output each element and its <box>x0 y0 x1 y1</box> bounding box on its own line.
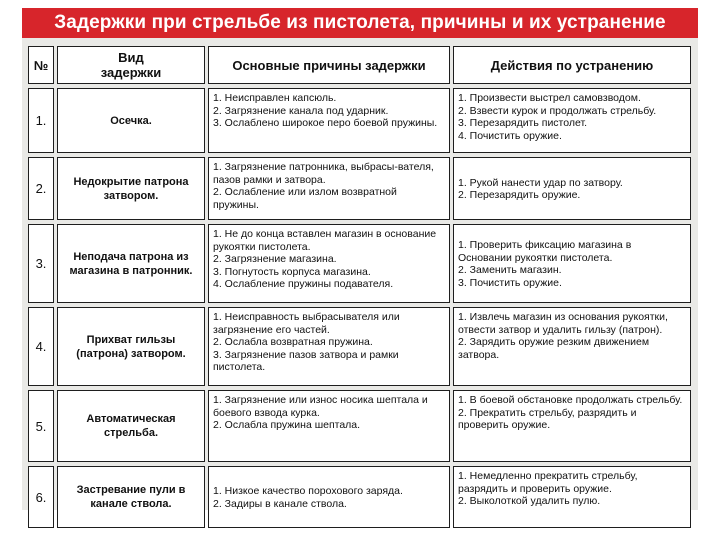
causes-list <box>208 88 450 153</box>
page-title: Задержки при стрельбе из пистолета, причины и их устранение <box>22 8 698 38</box>
delay-type: Застревание пули в канале ствола. <box>57 466 205 528</box>
action-item: 3. Почистить оружие. <box>458 276 562 289</box>
actions-list <box>453 307 691 386</box>
delays-table <box>28 46 692 528</box>
cause-item: 3. Ослаблено широкое перо боевой пружины. <box>213 117 438 129</box>
causes-list <box>208 157 450 220</box>
cause-item: 2. Ослабление или излом возвратной пружины. <box>213 186 397 211</box>
cause-item: 1. Неисправность выбрасывателя или загрязнение его частей. <box>213 311 400 336</box>
actions-list <box>453 88 691 153</box>
actions-list <box>453 224 691 303</box>
cause-item: 4. Ослабление пружины подавателя. <box>213 278 394 290</box>
actions-list <box>453 466 691 528</box>
row-number: 2. <box>28 157 54 220</box>
delay-type: Автоматическая стрельба. <box>57 390 205 462</box>
header-type: Вид задержки <box>57 46 205 84</box>
causes-list <box>208 224 450 303</box>
action-item: 2. Перезарядить оружие. <box>458 189 581 201</box>
action-item: 4. Почистить оружие. <box>458 129 562 142</box>
delay-type: Неподача патрона из магазина в патронник. <box>57 224 205 303</box>
delay-type: Осечка. <box>57 88 205 153</box>
action-item: 1. Произвести выстрел самовзводом. <box>458 92 641 104</box>
row-number: 3. <box>28 224 54 303</box>
causes-list <box>208 390 450 462</box>
cause-item: 2. Загрязнение канала под ударник. <box>213 104 389 117</box>
cause-item: 1. Загрязнение патронника, выбрасы-вателя, пазов рамки и затвора. <box>213 161 434 186</box>
action-item: 1. Немедленно прекратить стрельбу, разрядить и проверить оружие. <box>458 470 638 495</box>
cause-item: 3. Загрязнение пазов затвора и рамки пистолета. <box>213 348 399 373</box>
delay-type: Недокрытие патрона затвором. <box>57 157 205 220</box>
cause-item: 1. Неисправлен капсюль. <box>213 92 337 104</box>
row-number: 4. <box>28 307 54 386</box>
cause-item: 2. Задиры в канале ствола. <box>213 497 347 510</box>
header-actions: Действия по устранению <box>453 46 691 84</box>
actions-list <box>453 157 691 220</box>
action-item: 1. Извлечь магазин из основания рукоятки, отвести затвор и удалить гильзу (патрон). <box>458 311 668 336</box>
cause-item: 3. Погнутость корпуса магазина. <box>213 265 371 278</box>
cause-item: 2. Загрязнение магазина. <box>213 253 337 265</box>
cause-item: 2. Ослабла пружина шептала. <box>213 419 361 431</box>
action-item: 3. Перезарядить пистолет. <box>458 117 588 129</box>
cause-item: 2. Ослабла возвратная пружина. <box>213 336 373 348</box>
cause-item: 1. Низкое качество порохового заряда. <box>213 485 403 497</box>
cause-item: 1. Не до конца вставлен магазин в основание рукоятки пистолета. <box>213 228 437 253</box>
causes-list <box>208 466 450 528</box>
document-sheet <box>22 8 698 510</box>
action-item: 2. Прекратить стрельбу, разрядить и проверить оружие. <box>458 406 637 431</box>
action-item: 1. В боевой обстановке продолжать стрельбу. <box>458 394 683 406</box>
causes-list <box>208 307 450 386</box>
action-item: 2. Зарядить оружие резким движением затвора. <box>458 336 650 361</box>
actions-list <box>453 390 691 462</box>
action-item: 2. Заменить магазин. <box>458 264 562 276</box>
action-item: 1. Рукой нанести удар по затвору. <box>458 176 623 189</box>
cause-item: 1. Загрязнение или износ носика шептала и боевого взвода курка. <box>213 394 428 419</box>
row-number: 6. <box>28 466 54 528</box>
action-item: 2. Выколоткой удалить пулю. <box>458 495 601 507</box>
header-num: № <box>28 46 54 84</box>
action-item: 2. Взвести курок и продолжать стрельбу. <box>458 104 657 117</box>
row-number: 1. <box>28 88 54 153</box>
action-item: 1. Проверить фиксацию магазина в Основании рукоятки пистолета. <box>458 239 632 264</box>
row-number: 5. <box>28 390 54 462</box>
header-causes: Основные причины задержки <box>208 46 450 84</box>
delay-type: Прихват гильзы (патрона) затвором. <box>57 307 205 386</box>
